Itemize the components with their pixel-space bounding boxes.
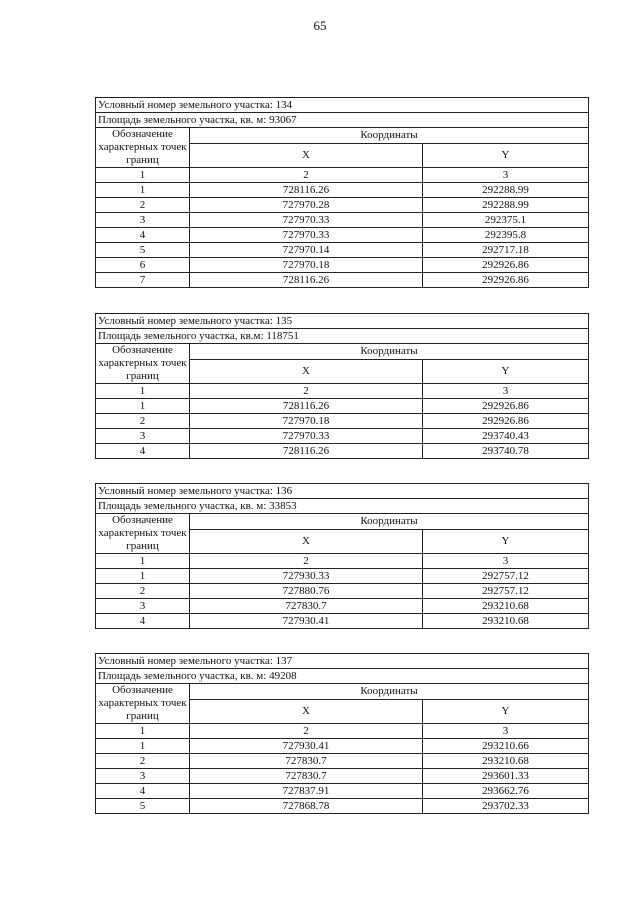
y-coordinate: 293740.78: [423, 444, 589, 459]
y-coordinate: 292288.99: [423, 183, 589, 198]
table-row: [96, 769, 589, 784]
y-coordinate: 292717.18: [423, 243, 589, 258]
y-coordinate: 292375.1: [423, 213, 589, 228]
y-coordinate: 293662.76: [423, 784, 589, 799]
x-coordinate: 727830.7: [190, 769, 423, 784]
plot-table-134: [95, 97, 589, 288]
x-coordinate: 727930.41: [190, 739, 423, 754]
plot-number-row: [96, 654, 589, 669]
point-number: 3: [96, 769, 190, 784]
plot-area-row: [96, 499, 589, 514]
header-row: [96, 344, 589, 360]
column-number: 2: [190, 554, 423, 569]
y-coordinate: 292395.8: [423, 228, 589, 243]
column-number: 1: [96, 168, 190, 183]
y-coordinate: 293210.66: [423, 739, 589, 754]
point-number: 7: [96, 273, 190, 288]
column-number-row: [96, 554, 589, 569]
x-coordinate: 728116.26: [190, 399, 423, 414]
table-row: [96, 399, 589, 414]
column-number-row: [96, 724, 589, 739]
point-number: 5: [96, 799, 190, 814]
table-row: [96, 739, 589, 754]
point-number: 4: [96, 784, 190, 799]
plot-table-135: [95, 313, 589, 459]
x-coordinate: 727970.14: [190, 243, 423, 258]
plot-number-row: [96, 484, 589, 499]
point-number: 3: [96, 429, 190, 444]
x-coordinate: 727970.18: [190, 414, 423, 429]
table-row: [96, 614, 589, 629]
y-coordinate: 293210.68: [423, 599, 589, 614]
column-number: 2: [190, 168, 423, 183]
column-number: 1: [96, 554, 190, 569]
point-number: 4: [96, 614, 190, 629]
y-header: Y: [423, 359, 589, 383]
point-number: 1: [96, 183, 190, 198]
x-coordinate: 727970.33: [190, 228, 423, 243]
x-coordinate: 727970.18: [190, 258, 423, 273]
plot-area-label: Площадь земельного участка, кв. м: 49208: [96, 669, 589, 684]
x-coordinate: 727970.33: [190, 429, 423, 444]
table-row: [96, 429, 589, 444]
y-coordinate: 292926.86: [423, 399, 589, 414]
y-coordinate: 292757.12: [423, 584, 589, 599]
table-row: [96, 784, 589, 799]
point-number: 2: [96, 754, 190, 769]
table-row: [96, 258, 589, 273]
y-coordinate: 292757.12: [423, 569, 589, 584]
column-number: 1: [96, 724, 190, 739]
point-number: 3: [96, 213, 190, 228]
table-row: [96, 213, 589, 228]
column-number-row: [96, 168, 589, 183]
x-coordinate: 727930.41: [190, 614, 423, 629]
table-row: [96, 599, 589, 614]
x-header: X: [190, 359, 423, 383]
y-coordinate: 292288.99: [423, 198, 589, 213]
plot-area-label: Площадь земельного участка, кв.м: 118751: [96, 329, 589, 344]
x-coordinate: 727970.28: [190, 198, 423, 213]
point-number: 4: [96, 228, 190, 243]
coordinates-header: Координаты: [190, 514, 589, 530]
x-coordinate: 727880.76: [190, 584, 423, 599]
table-row: [96, 228, 589, 243]
x-header: X: [190, 699, 423, 723]
coordinates-header: Координаты: [190, 684, 589, 700]
x-coordinate: 728116.26: [190, 183, 423, 198]
y-header: Y: [423, 699, 589, 723]
y-coordinate: 292926.86: [423, 258, 589, 273]
point-designation-header: Обозначение характерных точек границ: [96, 128, 190, 168]
table-row: [96, 183, 589, 198]
x-coordinate: 727930.33: [190, 569, 423, 584]
coordinates-header: Координаты: [190, 128, 589, 144]
point-number: 4: [96, 444, 190, 459]
column-number: 3: [423, 168, 589, 183]
header-row: [96, 684, 589, 700]
header-row: [96, 514, 589, 530]
table-row: [96, 198, 589, 213]
y-header: Y: [423, 529, 589, 553]
column-number: 2: [190, 384, 423, 399]
plot-number-row: [96, 314, 589, 329]
y-coordinate: 293210.68: [423, 754, 589, 769]
point-number: 2: [96, 414, 190, 429]
y-coordinate: 293601.33: [423, 769, 589, 784]
x-coordinate: 728116.26: [190, 273, 423, 288]
plot-number-label: Условный номер земельного участка: 137: [96, 654, 589, 669]
table-row: [96, 754, 589, 769]
plot-area-row: [96, 329, 589, 344]
plot-area-row: [96, 669, 589, 684]
table-row: [96, 414, 589, 429]
plot-number-label: Условный номер земельного участка: 136: [96, 484, 589, 499]
point-number: 1: [96, 739, 190, 754]
x-header: X: [190, 143, 423, 167]
point-number: 2: [96, 198, 190, 213]
point-number: 3: [96, 599, 190, 614]
header-row: [96, 128, 589, 144]
x-coordinate: 727837.91: [190, 784, 423, 799]
plot-table-137: [95, 653, 589, 814]
column-number: 2: [190, 724, 423, 739]
point-designation-header: Обозначение характерных точек границ: [96, 344, 190, 384]
y-coordinate: 293702.33: [423, 799, 589, 814]
plot-area-row: [96, 113, 589, 128]
point-number: 6: [96, 258, 190, 273]
x-coordinate: 727830.7: [190, 754, 423, 769]
x-coordinate: 727970.33: [190, 213, 423, 228]
plot-number-row: [96, 98, 589, 113]
table-row: [96, 569, 589, 584]
point-number: 5: [96, 243, 190, 258]
point-designation-header: Обозначение характерных точек границ: [96, 684, 190, 724]
x-header: X: [190, 529, 423, 553]
y-coordinate: 293740.43: [423, 429, 589, 444]
point-designation-header: Обозначение характерных точек границ: [96, 514, 190, 554]
table-row: [96, 584, 589, 599]
plot-number-label: Условный номер земельного участка: 134: [96, 98, 589, 113]
point-number: 1: [96, 569, 190, 584]
column-number: 3: [423, 554, 589, 569]
y-coordinate: 292926.86: [423, 414, 589, 429]
table-row: [96, 799, 589, 814]
y-header: Y: [423, 143, 589, 167]
column-number-row: [96, 384, 589, 399]
y-coordinate: 292926.86: [423, 273, 589, 288]
x-coordinate: 727830.7: [190, 599, 423, 614]
table-row: [96, 444, 589, 459]
y-coordinate: 293210.68: [423, 614, 589, 629]
x-coordinate: 728116.26: [190, 444, 423, 459]
column-number: 3: [423, 724, 589, 739]
page-number: 65: [313, 18, 327, 33]
point-number: 1: [96, 399, 190, 414]
plot-area-label: Площадь земельного участка, кв. м: 93067: [96, 113, 589, 128]
column-number: 3: [423, 384, 589, 399]
x-coordinate: 727868.78: [190, 799, 423, 814]
plot-area-label: Площадь земельного участка, кв. м: 33853: [96, 499, 589, 514]
column-number: 1: [96, 384, 190, 399]
point-number: 2: [96, 584, 190, 599]
table-row: [96, 273, 589, 288]
plot-number-label: Условный номер земельного участка: 135: [96, 314, 589, 329]
plot-table-136: [95, 483, 589, 629]
table-row: [96, 243, 589, 258]
coordinates-header: Координаты: [190, 344, 589, 360]
